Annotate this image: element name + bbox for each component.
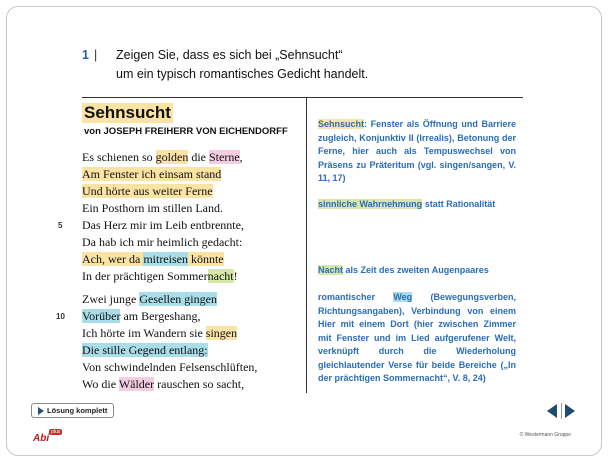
publisher-logo bbox=[33, 428, 62, 444]
highlight-walder: Wälder bbox=[118, 377, 155, 391]
poem-line: Ach, wer da mitreisen könnte bbox=[82, 252, 224, 266]
top-rule bbox=[82, 97, 523, 98]
play-icon bbox=[38, 407, 44, 415]
poem-title: Sehnsucht bbox=[84, 103, 171, 122]
highlight-mitreisen: mitreisen bbox=[143, 252, 188, 266]
highlight-sterne: Sterne bbox=[209, 150, 240, 164]
poem-line: Von schwindelnden Felsenschlüften, bbox=[82, 360, 258, 374]
solution-button-label: Lösung komplett bbox=[47, 406, 108, 415]
nav-separator bbox=[561, 403, 562, 419]
poem-line: Ich hörte im Wandern sie singen bbox=[82, 326, 238, 340]
line-number-5: 5 bbox=[58, 221, 63, 230]
highlight-gesellen: Gesellen gingen bbox=[139, 292, 217, 306]
highlight-golden: golden bbox=[155, 150, 189, 164]
poem-line: Das Herz mir im Leib entbrennte, bbox=[82, 218, 244, 232]
note-nacht: Nacht als Zeit des zweiten Augenpaares bbox=[318, 265, 489, 275]
note-sehnsucht: Sehnsucht: Fenster als Öffnung und Barriere zugleich, Konjunktiv II (Irrealis), Betonung der Ferne, hier auch als Tempuswechsel von Präsens zu Präteritum (vgl. singen/sangen, V. 11, 17) bbox=[318, 119, 516, 183]
highlight-fenster: Am Fenster ich einsam stand bbox=[82, 167, 222, 181]
poem-line: In der prächtigen Sommernacht! bbox=[82, 269, 238, 283]
highlight-nacht: nacht bbox=[207, 269, 234, 283]
line-number-10: 10 bbox=[56, 312, 65, 321]
task-number: 1 bbox=[82, 48, 89, 62]
poem-line: Es schienen so golden die Sterne, bbox=[82, 150, 243, 164]
highlight-ferne: Und hörte aus weiter Ferne bbox=[82, 184, 213, 198]
task-separator: | bbox=[94, 48, 98, 62]
task-text-line-2: um ein typisch romantisches Gedicht handelt. bbox=[116, 67, 369, 81]
next-arrow-icon[interactable] bbox=[563, 403, 577, 419]
poem-author: von JOSEPH FREIHERR VON EICHENDORFF bbox=[84, 126, 288, 137]
solution-button[interactable] bbox=[31, 403, 114, 418]
poem-line: Zwei junge Gesellen gingen bbox=[82, 292, 217, 306]
column-divider bbox=[306, 97, 307, 393]
note-key-sehnsucht: Sehnsucht bbox=[318, 119, 365, 129]
poem-line: Da hab ich mir heimlich gedacht: bbox=[82, 235, 243, 249]
logo-badge: plus bbox=[51, 429, 61, 435]
poem-line: Vorüber am Bergeshang, bbox=[82, 309, 201, 323]
highlight-singen: singen bbox=[205, 326, 238, 340]
note-key-nacht: Nacht bbox=[318, 265, 344, 275]
previous-arrow-icon[interactable] bbox=[545, 403, 559, 419]
highlight-voruber: Vorüber bbox=[82, 309, 121, 323]
note-wahrnehmung: sinnliche Wahrnehmung statt Rationalität bbox=[318, 199, 496, 209]
highlight-gegend: Die stille Gegend entlang: bbox=[82, 343, 208, 357]
note-weg: romantischer Weg (Bewegungsverben, Richtungsangaben), Verbindung von einem Hier mit einem Dort (hier zwischen Zimmer mit Fenster und im Lied aufgerufener Welt, verknüpft durch die Wiederholung gleichlautender Verse für beide Bereiche („In der prächtigen Sommernacht“, V. 8, 24) bbox=[318, 292, 516, 383]
poem-line bbox=[82, 342, 208, 358]
poem-line bbox=[82, 166, 221, 182]
poem-line: Ein Posthorn im stillen Land. bbox=[82, 201, 223, 215]
poem-line: Wo die Wälder rauschen so sacht, bbox=[82, 377, 245, 391]
task-text-line-1: Zeigen Sie, dass es sich bei „Sehnsucht“ bbox=[116, 48, 343, 62]
logo-text: Abi bbox=[33, 433, 50, 444]
note-key-wahrnehmung: sinnliche Wahrnehmung bbox=[318, 199, 423, 209]
poem-line bbox=[82, 183, 213, 199]
note-key-weg: Weg bbox=[393, 292, 413, 302]
copyright: © Westermann Gruppe bbox=[519, 432, 571, 438]
